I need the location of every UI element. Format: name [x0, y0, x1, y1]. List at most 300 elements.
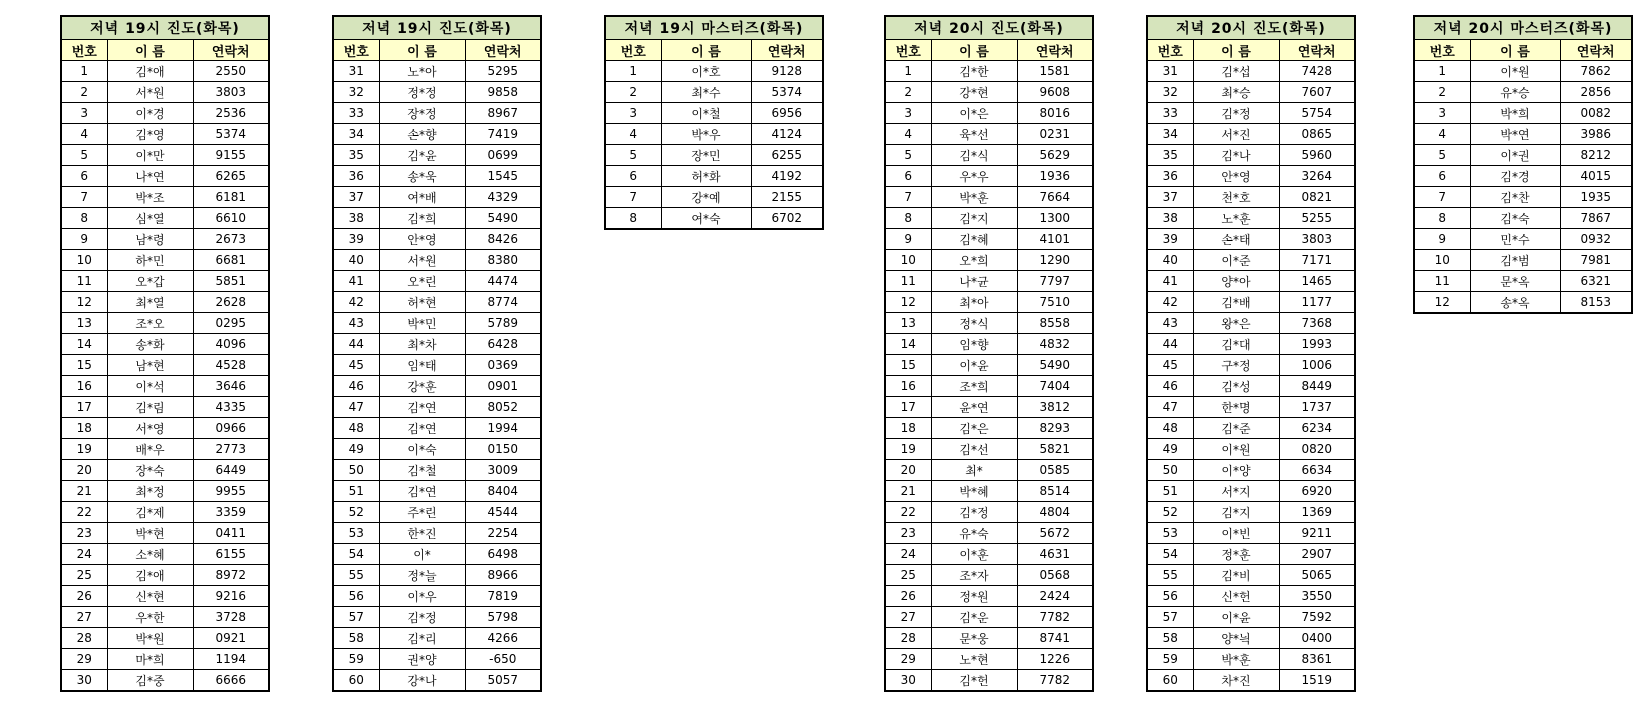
cell-no: 59 [333, 649, 379, 670]
cell-name: 한*진 [379, 523, 465, 544]
table-row [61, 355, 269, 376]
table-row [1147, 628, 1355, 649]
cell-contact: 7428 [1279, 61, 1355, 82]
table-row [1147, 103, 1355, 124]
cell-no: 16 [885, 376, 931, 397]
cell-name: 장*민 [661, 145, 751, 166]
cell-contact: 5754 [1279, 103, 1355, 124]
cell-name: 김*선 [931, 439, 1017, 460]
table-row [1147, 208, 1355, 229]
cell-contact: 4015 [1560, 166, 1632, 187]
cell-name: 최*수 [661, 82, 751, 103]
cell-name: 이*윤 [1193, 607, 1279, 628]
cell-no: 41 [1147, 271, 1193, 292]
cell-contact: 7782 [1017, 670, 1093, 692]
cell-contact: 8967 [465, 103, 541, 124]
roster-table [60, 15, 270, 692]
cell-name: 김*제 [107, 502, 193, 523]
cell-contact: 0901 [465, 376, 541, 397]
cell-name: 문*웅 [931, 628, 1017, 649]
table-row [1147, 439, 1355, 460]
cell-no: 58 [333, 628, 379, 649]
cell-name: 김*식 [931, 145, 1017, 166]
cell-name: 차*진 [1193, 670, 1279, 692]
cell-contact: 4096 [193, 334, 269, 355]
cell-name: 이*원 [1193, 439, 1279, 460]
cell-name: 송*화 [107, 334, 193, 355]
cell-no: 33 [1147, 103, 1193, 124]
table-row [1147, 145, 1355, 166]
col-header-contact: 연락처 [1560, 40, 1632, 61]
cell-contact: 6181 [193, 187, 269, 208]
table-row [1147, 565, 1355, 586]
cell-name: 박*민 [379, 313, 465, 334]
cell-contact: 4329 [465, 187, 541, 208]
cell-name: 장*숙 [107, 460, 193, 481]
cell-name: 이*만 [107, 145, 193, 166]
table-row [61, 271, 269, 292]
cell-no: 6 [61, 166, 107, 187]
table-row [885, 544, 1093, 565]
table-row [333, 418, 541, 439]
cell-name: 주*린 [379, 502, 465, 523]
cell-contact: 1936 [1017, 166, 1093, 187]
cell-name: 김*혜 [931, 229, 1017, 250]
table-row [885, 628, 1093, 649]
cell-name: 우*우 [931, 166, 1017, 187]
table-row [885, 418, 1093, 439]
table-row [61, 544, 269, 565]
cell-no: 4 [1414, 124, 1470, 145]
cell-name: 오*갑 [107, 271, 193, 292]
table-row [885, 376, 1093, 397]
cell-contact: 0820 [1279, 439, 1355, 460]
table-row [61, 376, 269, 397]
cell-name: 한*명 [1193, 397, 1279, 418]
table-row [61, 649, 269, 670]
table-row [1414, 187, 1632, 208]
cell-no: 11 [61, 271, 107, 292]
table-row [333, 124, 541, 145]
cell-name: 서*지 [1193, 481, 1279, 502]
cell-contact: 4266 [465, 628, 541, 649]
table-row [885, 481, 1093, 502]
table-row [885, 313, 1093, 334]
table-row [333, 208, 541, 229]
table-row [885, 523, 1093, 544]
cell-name: 신*현 [107, 586, 193, 607]
cell-name: 김*연 [379, 418, 465, 439]
table-title: 저녁 19시 마스터즈(화목) [605, 16, 823, 40]
cell-contact: 7607 [1279, 82, 1355, 103]
cell-name: 소*혜 [107, 544, 193, 565]
cell-no: 4 [885, 124, 931, 145]
cell-no: 27 [885, 607, 931, 628]
cell-name: 서*원 [107, 82, 193, 103]
cell-contact: 6498 [465, 544, 541, 565]
cell-contact: 3986 [1560, 124, 1632, 145]
cell-no: 32 [1147, 82, 1193, 103]
cell-contact: 5057 [465, 670, 541, 692]
cell-name: 이*우 [379, 586, 465, 607]
cell-no: 12 [1414, 292, 1470, 314]
table-row [1147, 124, 1355, 145]
cell-no: 49 [1147, 439, 1193, 460]
table-row [885, 607, 1093, 628]
cell-contact: 3803 [1279, 229, 1355, 250]
table-row [1147, 61, 1355, 82]
cell-no: 42 [333, 292, 379, 313]
cell-no: 25 [61, 565, 107, 586]
cell-no: 51 [1147, 481, 1193, 502]
table-row [1414, 250, 1632, 271]
table-row [1147, 502, 1355, 523]
cell-contact: 0400 [1279, 628, 1355, 649]
cell-name: 박*연 [1470, 124, 1560, 145]
cell-contact: 6321 [1560, 271, 1632, 292]
cell-contact: 7368 [1279, 313, 1355, 334]
cell-contact: 7797 [1017, 271, 1093, 292]
cell-name: 남*령 [107, 229, 193, 250]
cell-name: 이*양 [1193, 460, 1279, 481]
table-row [885, 565, 1093, 586]
column-header-row [333, 40, 541, 61]
table-row [61, 313, 269, 334]
cell-contact: 1545 [465, 166, 541, 187]
cell-name: 김*정 [931, 502, 1017, 523]
cell-name: 구*정 [1193, 355, 1279, 376]
cell-name: 김*섭 [1193, 61, 1279, 82]
table-row [1414, 208, 1632, 229]
cell-no: 40 [333, 250, 379, 271]
cell-name: 이*준 [1193, 250, 1279, 271]
cell-contact: 2673 [193, 229, 269, 250]
cell-no: 5 [1414, 145, 1470, 166]
col-header-contact: 연락처 [751, 40, 823, 61]
cell-no: 9 [1414, 229, 1470, 250]
cell-no: 3 [61, 103, 107, 124]
cell-no: 60 [1147, 670, 1193, 692]
cell-contact: 4804 [1017, 502, 1093, 523]
cell-contact: 1993 [1279, 334, 1355, 355]
table-row [333, 166, 541, 187]
cell-no: 56 [333, 586, 379, 607]
cell-name: 서*원 [379, 250, 465, 271]
cell-name: 조*오 [107, 313, 193, 334]
cell-contact: 0821 [1279, 187, 1355, 208]
table-row [1414, 124, 1632, 145]
cell-name: 최*아 [931, 292, 1017, 313]
roster-table-grid [332, 15, 542, 692]
cell-name: 박*혜 [931, 481, 1017, 502]
table-row [333, 670, 541, 692]
cell-name: 김*림 [107, 397, 193, 418]
roster-table [1413, 15, 1633, 314]
cell-no: 2 [885, 82, 931, 103]
cell-contact: 7664 [1017, 187, 1093, 208]
cell-contact: 5821 [1017, 439, 1093, 460]
cell-no: 12 [885, 292, 931, 313]
cell-contact: 9128 [751, 61, 823, 82]
table-row [1147, 82, 1355, 103]
cell-no: 24 [61, 544, 107, 565]
table-row [61, 481, 269, 502]
cell-contact: 3264 [1279, 166, 1355, 187]
table-row [885, 187, 1093, 208]
cell-name: 나*균 [931, 271, 1017, 292]
cell-no: 50 [1147, 460, 1193, 481]
cell-name: 정*늘 [379, 565, 465, 586]
table-row [885, 250, 1093, 271]
table-row [333, 649, 541, 670]
cell-contact: 0966 [193, 418, 269, 439]
cell-no: 22 [61, 502, 107, 523]
table-row [885, 670, 1093, 692]
cell-no: 29 [885, 649, 931, 670]
table-row [333, 271, 541, 292]
cell-contact: 8293 [1017, 418, 1093, 439]
table-row [333, 523, 541, 544]
cell-name: 허*현 [379, 292, 465, 313]
cell-name: 민*수 [1470, 229, 1560, 250]
col-header-contact: 연락처 [1279, 40, 1355, 61]
cell-contact: 3009 [465, 460, 541, 481]
cell-name: 장*정 [379, 103, 465, 124]
cell-name: 하*민 [107, 250, 193, 271]
cell-name: 김*정 [379, 607, 465, 628]
cell-contact: 1226 [1017, 649, 1093, 670]
cell-name: 양*늭 [1193, 628, 1279, 649]
cell-no: 26 [61, 586, 107, 607]
cell-contact: 6666 [193, 670, 269, 692]
cell-contact: 5672 [1017, 523, 1093, 544]
cell-contact: 0150 [465, 439, 541, 460]
cell-no: 46 [333, 376, 379, 397]
cell-name: 최*열 [107, 292, 193, 313]
table-row [333, 460, 541, 481]
cell-contact: 3359 [193, 502, 269, 523]
cell-no: 52 [1147, 502, 1193, 523]
cell-name: 김*영 [107, 124, 193, 145]
cell-no: 57 [1147, 607, 1193, 628]
cell-contact: 0411 [193, 523, 269, 544]
cell-contact: 4832 [1017, 334, 1093, 355]
cell-no: 22 [885, 502, 931, 523]
table-row [61, 250, 269, 271]
table-row [1147, 250, 1355, 271]
table-row [61, 103, 269, 124]
table-row [333, 586, 541, 607]
cell-no: 37 [333, 187, 379, 208]
cell-contact: 1006 [1279, 355, 1355, 376]
cell-contact: 5629 [1017, 145, 1093, 166]
cell-no: 21 [61, 481, 107, 502]
cell-no: 11 [885, 271, 931, 292]
cell-no: 6 [885, 166, 931, 187]
cell-contact: 2628 [193, 292, 269, 313]
column-header-row [61, 40, 269, 61]
cell-contact: 9155 [193, 145, 269, 166]
cell-no: 45 [1147, 355, 1193, 376]
cell-no: 25 [885, 565, 931, 586]
table-row [61, 586, 269, 607]
table-row [1414, 82, 1632, 103]
table-row [1147, 523, 1355, 544]
cell-no: 2 [1414, 82, 1470, 103]
table-row [1147, 418, 1355, 439]
table-row [885, 586, 1093, 607]
cell-contact: 8016 [1017, 103, 1093, 124]
table-row [1414, 61, 1632, 82]
roster-table [884, 15, 1094, 692]
cell-name: 안*영 [1193, 166, 1279, 187]
cell-no: 2 [605, 82, 661, 103]
cell-contact: 2254 [465, 523, 541, 544]
cell-contact: 1300 [1017, 208, 1093, 229]
cell-name: 노*현 [931, 649, 1017, 670]
table-row [333, 607, 541, 628]
cell-contact: 2424 [1017, 586, 1093, 607]
table-row [885, 124, 1093, 145]
cell-no: 40 [1147, 250, 1193, 271]
cell-name: 김*중 [107, 670, 193, 692]
table-row [333, 187, 541, 208]
cell-no: 18 [61, 418, 107, 439]
cell-contact: 4631 [1017, 544, 1093, 565]
cell-name: 박*훈 [1193, 649, 1279, 670]
cell-name: 박*우 [661, 124, 751, 145]
table-row [885, 61, 1093, 82]
cell-contact: 0568 [1017, 565, 1093, 586]
cell-name: 김*윤 [379, 145, 465, 166]
cell-no: 54 [1147, 544, 1193, 565]
cell-no: 1 [605, 61, 661, 82]
cell-no: 5 [605, 145, 661, 166]
cell-no: 2 [61, 82, 107, 103]
cell-contact: 8449 [1279, 376, 1355, 397]
cell-no: 8 [605, 208, 661, 230]
table-row [1147, 376, 1355, 397]
table-title: 저녁 20시 진도(화목) [1147, 16, 1355, 40]
table-row [1147, 586, 1355, 607]
cell-contact: 0699 [465, 145, 541, 166]
cell-no: 11 [1414, 271, 1470, 292]
cell-name: 왕*은 [1193, 313, 1279, 334]
cell-no: 39 [1147, 229, 1193, 250]
column-header-row [605, 40, 823, 61]
cell-contact: 8361 [1279, 649, 1355, 670]
cell-name: 최* [931, 460, 1017, 481]
col-header-no: 번호 [61, 40, 107, 61]
cell-contact: 0369 [465, 355, 541, 376]
roster-table-grid [1146, 15, 1356, 692]
cell-contact: 4544 [465, 502, 541, 523]
cell-name: 조*자 [931, 565, 1017, 586]
cell-contact: 4192 [751, 166, 823, 187]
cell-contact: 3550 [1279, 586, 1355, 607]
cell-contact: 8052 [465, 397, 541, 418]
cell-contact: 8774 [465, 292, 541, 313]
cell-name: 유*승 [1470, 82, 1560, 103]
table-row [885, 355, 1093, 376]
cell-name: 서*영 [107, 418, 193, 439]
cell-name: 송*옥 [1470, 292, 1560, 314]
cell-contact: 6920 [1279, 481, 1355, 502]
table-row [1147, 166, 1355, 187]
table-row [605, 82, 823, 103]
cell-contact: 5255 [1279, 208, 1355, 229]
cell-contact: 6265 [193, 166, 269, 187]
cell-contact: -650 [465, 649, 541, 670]
cell-contact: 6634 [1279, 460, 1355, 481]
roster-table [1146, 15, 1356, 692]
roster-table-grid [60, 15, 270, 692]
cell-name: 박*희 [1470, 103, 1560, 124]
cell-contact: 2155 [751, 187, 823, 208]
cell-name: 안*영 [379, 229, 465, 250]
cell-contact: 6702 [751, 208, 823, 230]
cell-no: 47 [333, 397, 379, 418]
cell-name: 정*원 [931, 586, 1017, 607]
cell-contact: 2773 [193, 439, 269, 460]
cell-contact: 0921 [193, 628, 269, 649]
cell-no: 4 [605, 124, 661, 145]
table-row [61, 523, 269, 544]
cell-name: 이*윤 [931, 355, 1017, 376]
cell-no: 45 [333, 355, 379, 376]
table-row [333, 355, 541, 376]
cell-contact: 8426 [465, 229, 541, 250]
cell-contact: 5789 [465, 313, 541, 334]
cell-no: 10 [885, 250, 931, 271]
cell-no: 39 [333, 229, 379, 250]
cell-no: 28 [61, 628, 107, 649]
table-row [1147, 334, 1355, 355]
cell-no: 6 [1414, 166, 1470, 187]
cell-contact: 7819 [465, 586, 541, 607]
cell-no: 52 [333, 502, 379, 523]
table-row [885, 502, 1093, 523]
cell-name: 김*준 [1193, 418, 1279, 439]
table-row [1414, 292, 1632, 314]
cell-name: 양*아 [1193, 271, 1279, 292]
cell-no: 20 [61, 460, 107, 481]
cell-name: 천*호 [1193, 187, 1279, 208]
cell-contact: 4124 [751, 124, 823, 145]
cell-name: 권*양 [379, 649, 465, 670]
table-row [885, 103, 1093, 124]
cell-contact: 9858 [465, 82, 541, 103]
cell-contact: 2536 [193, 103, 269, 124]
cell-contact: 2856 [1560, 82, 1632, 103]
cell-contact: 7171 [1279, 250, 1355, 271]
table-row [885, 271, 1093, 292]
table-row [333, 544, 541, 565]
cell-name: 김*경 [1470, 166, 1560, 187]
cell-no: 43 [333, 313, 379, 334]
table-row [1147, 313, 1355, 334]
cell-name: 김*애 [107, 61, 193, 82]
table-row [61, 208, 269, 229]
cell-no: 53 [1147, 523, 1193, 544]
cell-name: 유*숙 [931, 523, 1017, 544]
col-header-no: 번호 [885, 40, 931, 61]
table-row [333, 61, 541, 82]
cell-name: 마*희 [107, 649, 193, 670]
cell-name: 정*식 [931, 313, 1017, 334]
cell-no: 3 [885, 103, 931, 124]
cell-name: 정*훈 [1193, 544, 1279, 565]
